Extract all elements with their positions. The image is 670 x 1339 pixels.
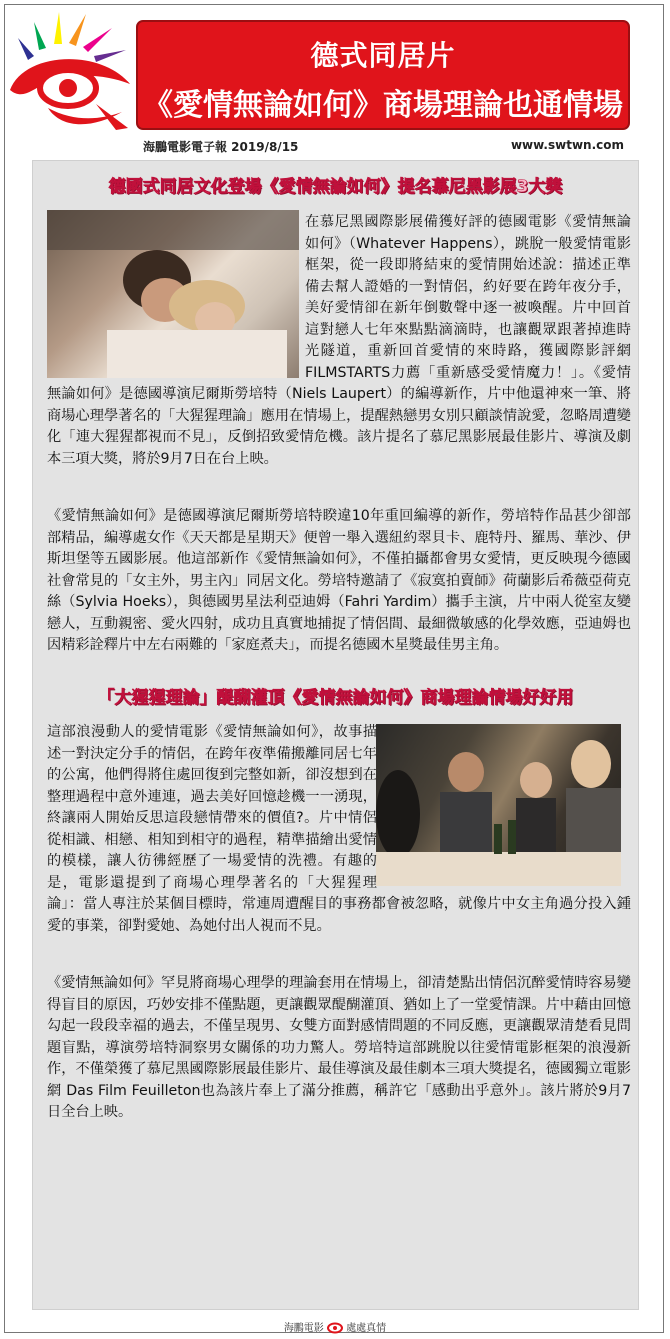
section1-heading: 德國式同居文化登場《愛情無論如何》提名慕尼黑影展3大獎 [108,177,563,197]
footer-logo-icon [327,1322,343,1334]
section1-paragraph2: 《愛情無論如何》是德國導演尼爾斯勞培特睽違10年重回編導的新作，勞培特作品甚少卻部部精品，編導處女作《天天都是星期天》便曾一舉入選紐約翠貝卡、鹿特丹、羅馬、華沙、伊斯坦堡等五國影展。他這部新作《愛情無論如何》，不僅拍攝都會男女愛情，更反映現今德國社會常見的「女主外，男主內」同居文化。勞培特邀請了《寂寞拍賣師》荷蘭影后希薇亞荷克絲（Sylvia Hoeks），與德國男星法利亞迪姆（Fahri Yardim）攜手主演，片中兩人從室友變戀人，互動親密、愛火四射，成功且真實地捕捉了情侶間、最細微敏感的化學效應，亞迪姆也因精彩詮釋片中左右兩難的「家庭煮夫」，而提名德國木星獎最佳男主角。 [47,508,631,653]
title-banner [136,20,630,130]
section1-paragraph1: 在慕尼黑國際影展備獲好評的德國電影《愛情無論如何》（Whatever Happens），跳脫一般愛情電影框架，從一段即將結束的愛情開始述說：描述正準備去幫人證婚的一對情侶，約好要在跨年夜分手，美好愛情卻在新年倒數聲中逐一被喚醒。片中回首這對戀人七年來點點滴滴時，也讓觀眾跟著掉進時光隧道，重新回首愛情的來時路，獲國際影評網 FILMSTARTS力薦「重新感受愛情魔力！」。《愛情無論如何》是德國導演尼爾斯勞培特（Niels Laupert）的編導新作，片中他還神來一筆、將商場心理學著名的「大猩猩理論」應用在情場上，提醒熱戀男女別只顧談情說愛，忽略周遭變化「連大猩猩都視而不見」，反倒招致愛情危機。該片提名了慕尼黑影展最佳影片、導演及劇本三項大獎，將於9月7日在台上映。 [47,214,631,467]
footer-tagline [0,1319,670,1334]
publication-date: 海鵬電影電子報 2019/8/15 [143,140,299,154]
title-line1: 德式同居片 [310,39,456,72]
section2-paragraph1: 這部浪漫動人的愛情電影《愛情無論如何》，故事描述一對決定分手的情侶，在跨年夜準備搬離同居七年的公寓，他們得將住處回復到完整如新，卻沒想到在整理過程中意外連連，過去美好回憶趁機一一湧現，終讓兩人開始反思這段戀情帶來的價值?。片中情侶從相識、相戀、相知到相守的過程，精準描繪出愛情的模樣，讓人彷彿經歷了一場愛情的洗禮。有趣的是，電影還提到了商場心理學著名的「大猩猩理論」：當人專注於某個目標時，常連周遭醒目的事務都會被忽略，就像片中女主角過分投入鍾愛的事業，卻對愛她、為她付出人視而不見。 [47,724,631,934]
website-link[interactable]: www.swtwn.com [510,138,624,152]
section2-paragraph2: 《愛情無論如何》罕見將商場心理學的理論套用在情場上，卻清楚點出情侶沉醉愛情時容易變得盲目的原因，巧妙安排不僅點題，更讓觀眾醍醐灌頂、猶如上了一堂愛情課。片中藉由回憶勾起一段段幸福的過去，不僅呈現男、女雙方面對感情問題的不同反應，更讓觀眾清楚看見問題盲點，導演勞培特洞察男女關係的功力驚人。勞培特這部跳脫以往愛情電影框架的浪漫新作，不僅榮獲了慕尼黑國際影展最佳影片、最佳導演及最佳劇本三項大獎提名，德國獨立電影網 Das Film Feuilleton也為該片奉上了滿分推薦，稱許它「感動出乎意外」。該片將於9月7日全台上映。 [47,975,631,1120]
haipeng-logo-icon [4,4,138,132]
footer-left-text: 海鵬電影 [283,1323,324,1334]
title-line2: 《愛情無論如何》商場理論也通情場 [143,88,623,123]
footer-right-text: 處處真情 [346,1323,387,1334]
section2-heading: 「大猩猩理論」醍醐灌頂《愛情無論如何》商場理論情場好好用 [97,688,574,708]
